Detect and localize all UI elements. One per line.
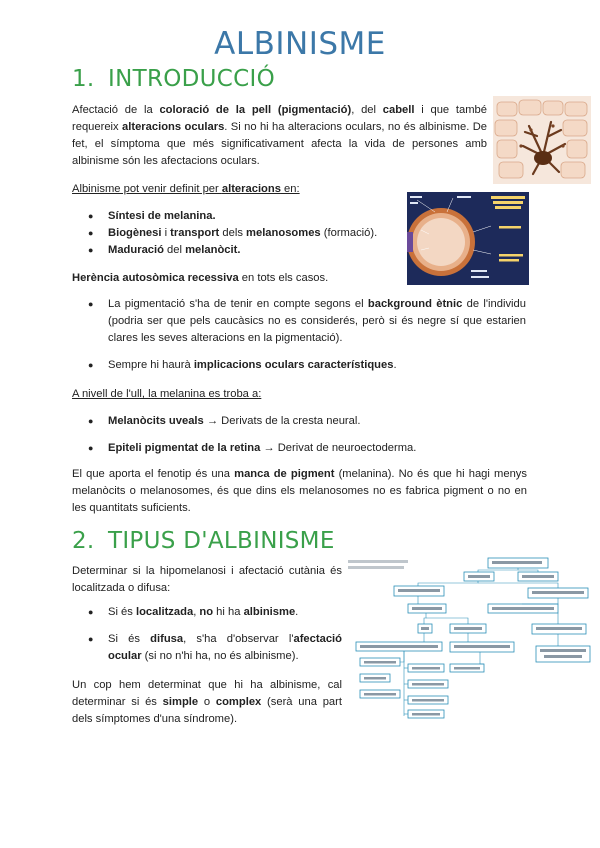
nivell-ull-line: A nivell de l'ull, la melanina es troba a: (72, 388, 262, 400)
section-heading-tipus (72, 528, 335, 554)
page-title: ALBINISME (214, 26, 386, 62)
list-item: ● Síntesi de melanina. (88, 208, 377, 225)
eye-anatomy-image (407, 192, 529, 285)
list-item: ● Sempre hi haurà implicacions oculars característiques. (88, 357, 526, 374)
section-title: TIPUS D'ALBINISME (108, 528, 335, 554)
list-item: ● Si és localitzada, no hi ha albinisme. (88, 604, 342, 621)
list-item: ● Si és difusa, s'ha d'observar l'afectació ocular (si no n'hi ha, no és albinisme). (88, 631, 342, 665)
section-number: 1. (72, 66, 95, 92)
section-heading-introduccio (72, 66, 275, 92)
defined-by-line: Albinisme pot venir definit per alteracions en: (72, 183, 300, 195)
determinar-paragraph: Determinar si la hipomelanosi i afectació cutània és localitzada o difusa: (72, 565, 342, 594)
list-item: ● Melanòcits uveals → Derivats de la cresta neural. (88, 413, 416, 430)
section-title: INTRODUCCIÓ (108, 66, 275, 92)
skin-melanocyte-image (493, 96, 591, 184)
list-item: ● Epiteli pigmentat de la retina → Derivat de neuroectoderma. (88, 440, 416, 457)
section-number: 2. (72, 528, 95, 554)
alteracions-list (88, 208, 377, 259)
albinism-classification-diagram (346, 556, 596, 724)
intro-paragraph: Afectació de la coloració de la pell (pigmentació), del cabell i que també requereix alteracions oculars. Si no hi ha alteracions oculars, no és albinisme. De fet, el símptoma que més significativament afecta la vida de persones amb albinisme són les afectacions oculars. (72, 104, 488, 167)
list-item: ● Maduració del melanòcit. (88, 242, 377, 259)
list-item: ● La pigmentació s'ha de tenir en compte segons el background ètnic de l'individu (podria ser que pels caucàsics no es considerés, però si és negre sí que estarien clares les seves alteracions en la pigmentació). (88, 296, 526, 347)
pigmentacio-list (88, 296, 526, 374)
herencia-line: Herència autosòmica recessiva en tots els casos. (72, 272, 329, 284)
fenotip-paragraph: El que aporta el fenotip és una manca de pigment (melanina). No és que hi hagi menys melanòcits o melanosomes, és que dins els melanosomes no es fabrica pigment o no en les quantitats suficients. (72, 468, 527, 514)
list-item: ● Biogènesi i transport dels melanosomes (formació). (88, 225, 377, 242)
uncop-paragraph: Un cop hem determinat que hi ha albinisme, cal determinar si és simple o complex (serà una part dels símptomes d'una síndrome). (72, 679, 342, 725)
melanina-list (88, 413, 416, 457)
localitzada-list (88, 604, 342, 665)
